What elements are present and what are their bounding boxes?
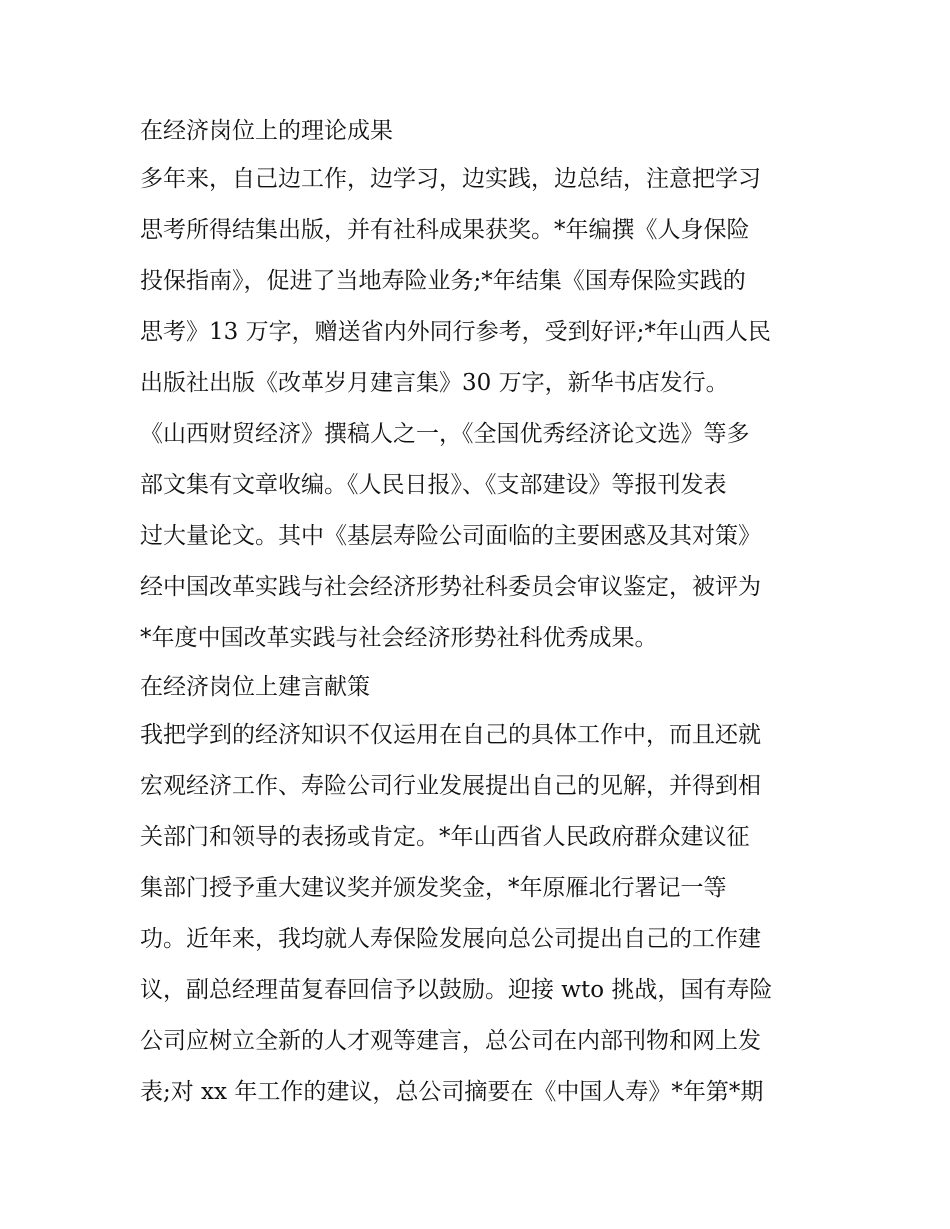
paragraph-line: 思考》13 万字，赠送省内外同行参考，受到好评;*年山西人民: [140, 319, 771, 345]
section-heading: 在经济岗位上建言献策: [140, 674, 370, 700]
paragraph-line: 公司应树立全新的人才观等建言，总公司在内部刊物和网上发: [140, 1028, 761, 1054]
paragraph-line: 多年来，自己边工作，边学习，边实践，边总结，注意把学习: [140, 166, 761, 192]
paragraph-line: 功。近年来，我均就人寿保险发展向总公司提出自己的工作建: [140, 926, 761, 952]
section-heading: 在经济岗位上的理论成果: [140, 118, 393, 144]
paragraph-line: 投保指南》，促进了当地寿险业务;*年结集《国寿保险实践的: [140, 268, 746, 294]
paragraph-line: 过大量论文。其中《基层寿险公司面临的主要困惑及其对策》: [140, 523, 761, 549]
paragraph-line: 关部门和领导的表扬或肯定。*年山西省人民政府群众建议征: [140, 824, 750, 850]
paragraph-line: 经中国改革实践与社会经济形势社科委员会审议鉴定，被评为: [140, 574, 761, 600]
paragraph-line: *年度中国改革实践与社会经济形势社科优秀成果。: [140, 625, 658, 651]
paragraph-line: 我把学到的经济知识不仅运用在自己的具体工作中，而且还就: [140, 722, 761, 748]
paragraph-line: 出版社出版《改革岁月建言集》30 万字，新华书店发行。: [140, 370, 729, 396]
paragraph-line: 集部门授予重大建议奖并颁发奖金，*年原雁北行署记一等: [140, 875, 727, 901]
paragraph-line: 《山西财贸经济》撰稿人之一，《全国优秀经济论文选》等多: [140, 421, 750, 447]
paragraph-line: 议，副总经理苗复春回信予以鼓励。迎接 wto 挑战，国有寿险: [140, 977, 773, 1003]
paragraph-line: 部文集有文章收编。《人民日报》、《支部建设》等报刊发表: [140, 472, 727, 498]
document-body: [140, 108, 820, 1118]
paragraph-line: 思考所得结集出版，并有社科成果获奖。*年编撰《人身保险: [140, 217, 750, 243]
paragraph-line: 表;对 xx 年工作的建议，总公司摘要在《中国人寿》*年第*期: [140, 1079, 764, 1105]
paragraph-line: 宏观经济工作、寿险公司行业发展提出自己的见解，并得到相: [140, 773, 761, 799]
